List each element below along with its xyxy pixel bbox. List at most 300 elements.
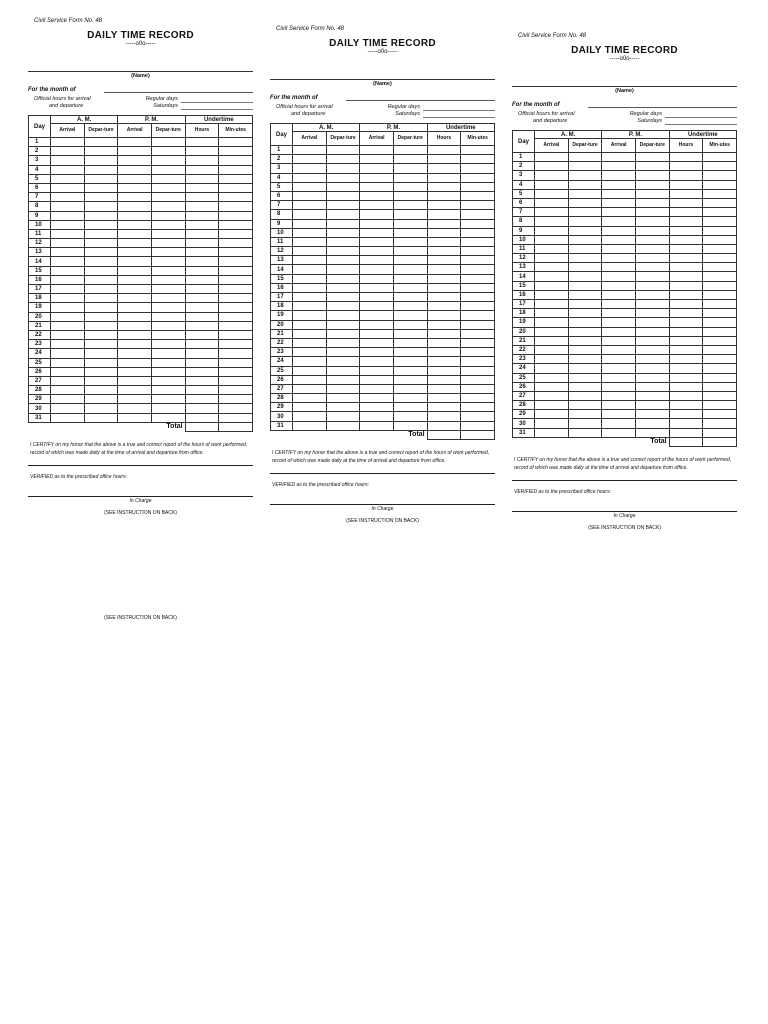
am-arrival-cell[interactable]	[535, 217, 569, 226]
undertime-minutes-cell[interactable]	[219, 138, 253, 147]
undertime-minutes-cell[interactable]	[219, 312, 253, 321]
pm-departure-cell[interactable]	[151, 303, 185, 312]
am-departure-cell[interactable]	[568, 208, 602, 217]
undertime-minutes-cell[interactable]	[219, 321, 253, 330]
am-arrival-cell[interactable]	[535, 226, 569, 235]
undertime-hours-cell[interactable]	[427, 311, 461, 320]
undertime-minutes-cell[interactable]	[703, 382, 737, 391]
am-arrival-cell[interactable]	[293, 320, 327, 329]
pm-departure-cell[interactable]	[393, 338, 427, 347]
am-departure-cell[interactable]	[568, 198, 602, 207]
am-arrival-cell[interactable]	[535, 428, 569, 437]
am-arrival-cell[interactable]	[51, 248, 85, 257]
pm-arrival-cell[interactable]	[118, 386, 152, 395]
am-arrival-cell[interactable]	[293, 146, 327, 155]
undertime-minutes-cell[interactable]	[219, 413, 253, 422]
pm-departure-cell[interactable]	[635, 345, 669, 354]
pm-arrival-cell[interactable]	[360, 338, 394, 347]
pm-arrival-cell[interactable]	[602, 189, 636, 198]
regular-days-field[interactable]	[665, 111, 737, 118]
am-departure-cell[interactable]	[84, 202, 118, 211]
pm-departure-cell[interactable]	[393, 421, 427, 430]
am-arrival-cell[interactable]	[293, 265, 327, 274]
pm-arrival-cell[interactable]	[118, 312, 152, 321]
pm-departure-cell[interactable]	[393, 412, 427, 421]
am-departure-cell[interactable]	[326, 329, 360, 338]
pm-arrival-cell[interactable]	[602, 180, 636, 189]
undertime-minutes-cell[interactable]	[703, 300, 737, 309]
undertime-minutes-cell[interactable]	[219, 257, 253, 266]
undertime-minutes-cell[interactable]	[461, 182, 495, 191]
pm-departure-cell[interactable]	[635, 189, 669, 198]
am-departure-cell[interactable]	[326, 293, 360, 302]
am-arrival-cell[interactable]	[51, 395, 85, 404]
pm-departure-cell[interactable]	[151, 257, 185, 266]
am-departure-cell[interactable]	[84, 248, 118, 257]
undertime-minutes-cell[interactable]	[461, 375, 495, 384]
am-departure-cell[interactable]	[84, 367, 118, 376]
am-departure-cell[interactable]	[326, 247, 360, 256]
undertime-minutes-cell[interactable]	[703, 318, 737, 327]
pm-departure-cell[interactable]	[151, 321, 185, 330]
pm-arrival-cell[interactable]	[118, 165, 152, 174]
pm-departure-cell[interactable]	[635, 217, 669, 226]
am-departure-cell[interactable]	[568, 364, 602, 373]
am-arrival-cell[interactable]	[535, 171, 569, 180]
pm-departure-cell[interactable]	[151, 183, 185, 192]
undertime-minutes-cell[interactable]	[703, 309, 737, 318]
pm-arrival-cell[interactable]	[360, 182, 394, 191]
pm-arrival-cell[interactable]	[360, 146, 394, 155]
undertime-minutes-cell[interactable]	[703, 281, 737, 290]
regular-days-field[interactable]	[423, 104, 495, 111]
pm-arrival-cell[interactable]	[602, 162, 636, 171]
pm-departure-cell[interactable]	[635, 327, 669, 336]
in-charge-line[interactable]	[270, 504, 495, 505]
pm-arrival-cell[interactable]	[360, 155, 394, 164]
am-departure-cell[interactable]	[568, 281, 602, 290]
pm-arrival-cell[interactable]	[118, 183, 152, 192]
pm-departure-cell[interactable]	[393, 228, 427, 237]
pm-arrival-cell[interactable]	[118, 211, 152, 220]
pm-departure-cell[interactable]	[393, 265, 427, 274]
am-arrival-cell[interactable]	[293, 403, 327, 412]
undertime-minutes-cell[interactable]	[703, 171, 737, 180]
pm-arrival-cell[interactable]	[360, 265, 394, 274]
pm-departure-cell[interactable]	[635, 401, 669, 410]
am-arrival-cell[interactable]	[51, 266, 85, 275]
am-arrival-cell[interactable]	[293, 329, 327, 338]
am-arrival-cell[interactable]	[51, 165, 85, 174]
undertime-minutes-cell[interactable]	[461, 421, 495, 430]
pm-departure-cell[interactable]	[635, 318, 669, 327]
pm-departure-cell[interactable]	[393, 311, 427, 320]
pm-arrival-cell[interactable]	[360, 366, 394, 375]
undertime-hours-cell[interactable]	[669, 244, 703, 253]
undertime-hours-cell[interactable]	[669, 345, 703, 354]
am-arrival-cell[interactable]	[535, 189, 569, 198]
undertime-hours-cell[interactable]	[185, 285, 219, 294]
undertime-hours-cell[interactable]	[427, 210, 461, 219]
am-departure-cell[interactable]	[568, 189, 602, 198]
undertime-minutes-cell[interactable]	[703, 364, 737, 373]
pm-departure-cell[interactable]	[635, 244, 669, 253]
undertime-hours-cell[interactable]	[427, 256, 461, 265]
undertime-minutes-cell[interactable]	[461, 237, 495, 246]
am-arrival-cell[interactable]	[51, 294, 85, 303]
undertime-minutes-cell[interactable]	[703, 153, 737, 162]
pm-departure-cell[interactable]	[151, 294, 185, 303]
am-arrival-cell[interactable]	[535, 300, 569, 309]
am-arrival-cell[interactable]	[51, 147, 85, 156]
am-arrival-cell[interactable]	[293, 421, 327, 430]
undertime-hours-cell[interactable]	[669, 382, 703, 391]
am-arrival-cell[interactable]	[535, 364, 569, 373]
am-departure-cell[interactable]	[84, 257, 118, 266]
pm-arrival-cell[interactable]	[360, 247, 394, 256]
pm-arrival-cell[interactable]	[118, 404, 152, 413]
undertime-minutes-cell[interactable]	[461, 283, 495, 292]
undertime-minutes-cell[interactable]	[703, 162, 737, 171]
undertime-minutes-cell[interactable]	[461, 302, 495, 311]
am-departure-cell[interactable]	[568, 290, 602, 299]
undertime-hours-cell[interactable]	[185, 312, 219, 321]
saturdays-field[interactable]	[665, 118, 737, 125]
am-departure-cell[interactable]	[84, 376, 118, 385]
pm-arrival-cell[interactable]	[118, 147, 152, 156]
total-minutes-cell[interactable]	[461, 430, 495, 439]
am-departure-cell[interactable]	[326, 421, 360, 430]
am-departure-cell[interactable]	[568, 419, 602, 428]
pm-departure-cell[interactable]	[635, 382, 669, 391]
am-arrival-cell[interactable]	[535, 208, 569, 217]
am-departure-cell[interactable]	[568, 263, 602, 272]
pm-departure-cell[interactable]	[393, 293, 427, 302]
pm-arrival-cell[interactable]	[602, 391, 636, 400]
pm-departure-cell[interactable]	[151, 285, 185, 294]
am-departure-cell[interactable]	[326, 219, 360, 228]
pm-arrival-cell[interactable]	[360, 311, 394, 320]
am-departure-cell[interactable]	[568, 235, 602, 244]
pm-arrival-cell[interactable]	[360, 283, 394, 292]
undertime-hours-cell[interactable]	[427, 155, 461, 164]
am-arrival-cell[interactable]	[293, 210, 327, 219]
undertime-hours-cell[interactable]	[427, 338, 461, 347]
pm-departure-cell[interactable]	[635, 235, 669, 244]
pm-arrival-cell[interactable]	[602, 327, 636, 336]
pm-arrival-cell[interactable]	[118, 202, 152, 211]
am-arrival-cell[interactable]	[535, 391, 569, 400]
am-arrival-cell[interactable]	[293, 182, 327, 191]
name-field[interactable]	[270, 67, 495, 80]
undertime-hours-cell[interactable]	[669, 208, 703, 217]
undertime-hours-cell[interactable]	[669, 171, 703, 180]
undertime-minutes-cell[interactable]	[703, 336, 737, 345]
am-departure-cell[interactable]	[326, 210, 360, 219]
pm-departure-cell[interactable]	[151, 156, 185, 165]
pm-arrival-cell[interactable]	[118, 303, 152, 312]
pm-departure-cell[interactable]	[393, 256, 427, 265]
undertime-hours-cell[interactable]	[427, 320, 461, 329]
undertime-hours-cell[interactable]	[185, 193, 219, 202]
am-departure-cell[interactable]	[84, 395, 118, 404]
undertime-hours-cell[interactable]	[185, 229, 219, 238]
undertime-hours-cell[interactable]	[185, 294, 219, 303]
am-departure-cell[interactable]	[326, 348, 360, 357]
am-arrival-cell[interactable]	[535, 180, 569, 189]
am-departure-cell[interactable]	[568, 401, 602, 410]
undertime-minutes-cell[interactable]	[703, 180, 737, 189]
undertime-minutes-cell[interactable]	[219, 376, 253, 385]
pm-departure-cell[interactable]	[151, 174, 185, 183]
am-arrival-cell[interactable]	[51, 239, 85, 248]
am-departure-cell[interactable]	[84, 413, 118, 422]
undertime-minutes-cell[interactable]	[219, 239, 253, 248]
pm-departure-cell[interactable]	[151, 340, 185, 349]
pm-arrival-cell[interactable]	[360, 164, 394, 173]
am-arrival-cell[interactable]	[51, 193, 85, 202]
name-field[interactable]	[28, 59, 253, 72]
undertime-hours-cell[interactable]	[185, 349, 219, 358]
pm-departure-cell[interactable]	[151, 211, 185, 220]
pm-departure-cell[interactable]	[151, 312, 185, 321]
pm-arrival-cell[interactable]	[360, 375, 394, 384]
pm-departure-cell[interactable]	[635, 180, 669, 189]
undertime-hours-cell[interactable]	[427, 146, 461, 155]
am-arrival-cell[interactable]	[293, 311, 327, 320]
undertime-hours-cell[interactable]	[669, 300, 703, 309]
undertime-minutes-cell[interactable]	[219, 349, 253, 358]
am-departure-cell[interactable]	[568, 153, 602, 162]
undertime-hours-cell[interactable]	[185, 358, 219, 367]
pm-arrival-cell[interactable]	[118, 330, 152, 339]
pm-arrival-cell[interactable]	[602, 309, 636, 318]
undertime-hours-cell[interactable]	[669, 254, 703, 263]
am-departure-cell[interactable]	[326, 182, 360, 191]
am-departure-cell[interactable]	[326, 403, 360, 412]
am-arrival-cell[interactable]	[51, 183, 85, 192]
am-departure-cell[interactable]	[568, 382, 602, 391]
am-arrival-cell[interactable]	[51, 257, 85, 266]
undertime-hours-cell[interactable]	[669, 410, 703, 419]
pm-arrival-cell[interactable]	[360, 256, 394, 265]
am-arrival-cell[interactable]	[535, 162, 569, 171]
undertime-hours-cell[interactable]	[427, 384, 461, 393]
pm-arrival-cell[interactable]	[360, 210, 394, 219]
pm-arrival-cell[interactable]	[602, 401, 636, 410]
am-departure-cell[interactable]	[568, 244, 602, 253]
undertime-minutes-cell[interactable]	[219, 275, 253, 284]
am-arrival-cell[interactable]	[293, 293, 327, 302]
undertime-minutes-cell[interactable]	[703, 327, 737, 336]
undertime-hours-cell[interactable]	[185, 386, 219, 395]
am-departure-cell[interactable]	[84, 404, 118, 413]
undertime-hours-cell[interactable]	[185, 165, 219, 174]
undertime-minutes-cell[interactable]	[461, 256, 495, 265]
am-arrival-cell[interactable]	[535, 410, 569, 419]
pm-departure-cell[interactable]	[393, 274, 427, 283]
pm-departure-cell[interactable]	[151, 248, 185, 257]
am-departure-cell[interactable]	[326, 237, 360, 246]
am-arrival-cell[interactable]	[293, 274, 327, 283]
pm-arrival-cell[interactable]	[602, 153, 636, 162]
am-arrival-cell[interactable]	[293, 155, 327, 164]
undertime-hours-cell[interactable]	[185, 202, 219, 211]
pm-departure-cell[interactable]	[635, 410, 669, 419]
undertime-minutes-cell[interactable]	[219, 147, 253, 156]
undertime-hours-cell[interactable]	[427, 237, 461, 246]
pm-arrival-cell[interactable]	[602, 217, 636, 226]
am-arrival-cell[interactable]	[535, 244, 569, 253]
pm-arrival-cell[interactable]	[602, 355, 636, 364]
am-arrival-cell[interactable]	[535, 290, 569, 299]
pm-arrival-cell[interactable]	[602, 263, 636, 272]
pm-arrival-cell[interactable]	[118, 257, 152, 266]
undertime-minutes-cell[interactable]	[461, 164, 495, 173]
undertime-minutes-cell[interactable]	[703, 254, 737, 263]
undertime-hours-cell[interactable]	[185, 248, 219, 257]
am-departure-cell[interactable]	[568, 336, 602, 345]
am-arrival-cell[interactable]	[51, 202, 85, 211]
am-arrival-cell[interactable]	[535, 235, 569, 244]
am-departure-cell[interactable]	[84, 330, 118, 339]
am-arrival-cell[interactable]	[535, 153, 569, 162]
undertime-minutes-cell[interactable]	[219, 248, 253, 257]
am-departure-cell[interactable]	[326, 357, 360, 366]
undertime-minutes-cell[interactable]	[461, 247, 495, 256]
undertime-hours-cell[interactable]	[185, 257, 219, 266]
pm-arrival-cell[interactable]	[118, 266, 152, 275]
undertime-hours-cell[interactable]	[427, 302, 461, 311]
pm-departure-cell[interactable]	[151, 147, 185, 156]
am-arrival-cell[interactable]	[293, 302, 327, 311]
pm-departure-cell[interactable]	[635, 162, 669, 171]
am-departure-cell[interactable]	[326, 155, 360, 164]
am-departure-cell[interactable]	[84, 340, 118, 349]
pm-arrival-cell[interactable]	[602, 364, 636, 373]
am-arrival-cell[interactable]	[293, 237, 327, 246]
undertime-hours-cell[interactable]	[427, 293, 461, 302]
pm-departure-cell[interactable]	[635, 254, 669, 263]
undertime-hours-cell[interactable]	[185, 266, 219, 275]
undertime-minutes-cell[interactable]	[461, 265, 495, 274]
undertime-hours-cell[interactable]	[427, 366, 461, 375]
am-arrival-cell[interactable]	[535, 272, 569, 281]
pm-arrival-cell[interactable]	[118, 340, 152, 349]
am-arrival-cell[interactable]	[535, 419, 569, 428]
undertime-minutes-cell[interactable]	[703, 290, 737, 299]
pm-arrival-cell[interactable]	[118, 395, 152, 404]
am-departure-cell[interactable]	[84, 229, 118, 238]
total-hours-cell[interactable]	[669, 437, 703, 446]
am-arrival-cell[interactable]	[293, 256, 327, 265]
pm-arrival-cell[interactable]	[602, 290, 636, 299]
am-arrival-cell[interactable]	[51, 303, 85, 312]
am-arrival-cell[interactable]	[51, 211, 85, 220]
pm-departure-cell[interactable]	[393, 173, 427, 182]
am-departure-cell[interactable]	[568, 254, 602, 263]
pm-departure-cell[interactable]	[151, 239, 185, 248]
am-departure-cell[interactable]	[84, 174, 118, 183]
pm-departure-cell[interactable]	[635, 355, 669, 364]
pm-arrival-cell[interactable]	[118, 285, 152, 294]
am-arrival-cell[interactable]	[293, 348, 327, 357]
undertime-minutes-cell[interactable]	[461, 219, 495, 228]
am-arrival-cell[interactable]	[51, 367, 85, 376]
am-departure-cell[interactable]	[84, 294, 118, 303]
am-departure-cell[interactable]	[568, 318, 602, 327]
pm-arrival-cell[interactable]	[360, 403, 394, 412]
undertime-hours-cell[interactable]	[427, 228, 461, 237]
undertime-minutes-cell[interactable]	[219, 174, 253, 183]
am-departure-cell[interactable]	[326, 366, 360, 375]
am-arrival-cell[interactable]	[51, 321, 85, 330]
pm-arrival-cell[interactable]	[360, 219, 394, 228]
undertime-minutes-cell[interactable]	[461, 311, 495, 320]
pm-arrival-cell[interactable]	[602, 281, 636, 290]
pm-arrival-cell[interactable]	[360, 228, 394, 237]
undertime-minutes-cell[interactable]	[461, 338, 495, 347]
undertime-minutes-cell[interactable]	[461, 293, 495, 302]
undertime-hours-cell[interactable]	[185, 413, 219, 422]
am-arrival-cell[interactable]	[293, 375, 327, 384]
signature-line[interactable]	[512, 480, 737, 481]
pm-departure-cell[interactable]	[151, 330, 185, 339]
pm-arrival-cell[interactable]	[360, 173, 394, 182]
month-field[interactable]	[588, 100, 737, 108]
pm-arrival-cell[interactable]	[118, 193, 152, 202]
undertime-hours-cell[interactable]	[669, 189, 703, 198]
am-departure-cell[interactable]	[568, 345, 602, 354]
am-arrival-cell[interactable]	[293, 394, 327, 403]
pm-arrival-cell[interactable]	[360, 320, 394, 329]
pm-arrival-cell[interactable]	[602, 226, 636, 235]
pm-arrival-cell[interactable]	[118, 156, 152, 165]
pm-arrival-cell[interactable]	[360, 412, 394, 421]
pm-arrival-cell[interactable]	[602, 171, 636, 180]
am-arrival-cell[interactable]	[51, 330, 85, 339]
pm-departure-cell[interactable]	[393, 219, 427, 228]
signature-line[interactable]	[270, 473, 495, 474]
pm-arrival-cell[interactable]	[602, 272, 636, 281]
am-arrival-cell[interactable]	[51, 358, 85, 367]
in-charge-line[interactable]	[28, 496, 253, 497]
am-departure-cell[interactable]	[84, 220, 118, 229]
undertime-hours-cell[interactable]	[185, 395, 219, 404]
undertime-hours-cell[interactable]	[669, 290, 703, 299]
undertime-hours-cell[interactable]	[669, 428, 703, 437]
am-departure-cell[interactable]	[326, 320, 360, 329]
am-arrival-cell[interactable]	[293, 338, 327, 347]
undertime-minutes-cell[interactable]	[703, 244, 737, 253]
undertime-hours-cell[interactable]	[185, 367, 219, 376]
am-arrival-cell[interactable]	[51, 156, 85, 165]
am-arrival-cell[interactable]	[535, 345, 569, 354]
am-arrival-cell[interactable]	[535, 373, 569, 382]
undertime-hours-cell[interactable]	[427, 421, 461, 430]
pm-departure-cell[interactable]	[393, 283, 427, 292]
pm-arrival-cell[interactable]	[118, 239, 152, 248]
am-departure-cell[interactable]	[326, 228, 360, 237]
am-arrival-cell[interactable]	[535, 254, 569, 263]
am-arrival-cell[interactable]	[293, 173, 327, 182]
pm-arrival-cell[interactable]	[360, 329, 394, 338]
am-arrival-cell[interactable]	[51, 275, 85, 284]
pm-departure-cell[interactable]	[635, 208, 669, 217]
total-hours-cell[interactable]	[427, 430, 461, 439]
undertime-minutes-cell[interactable]	[461, 403, 495, 412]
undertime-minutes-cell[interactable]	[461, 173, 495, 182]
